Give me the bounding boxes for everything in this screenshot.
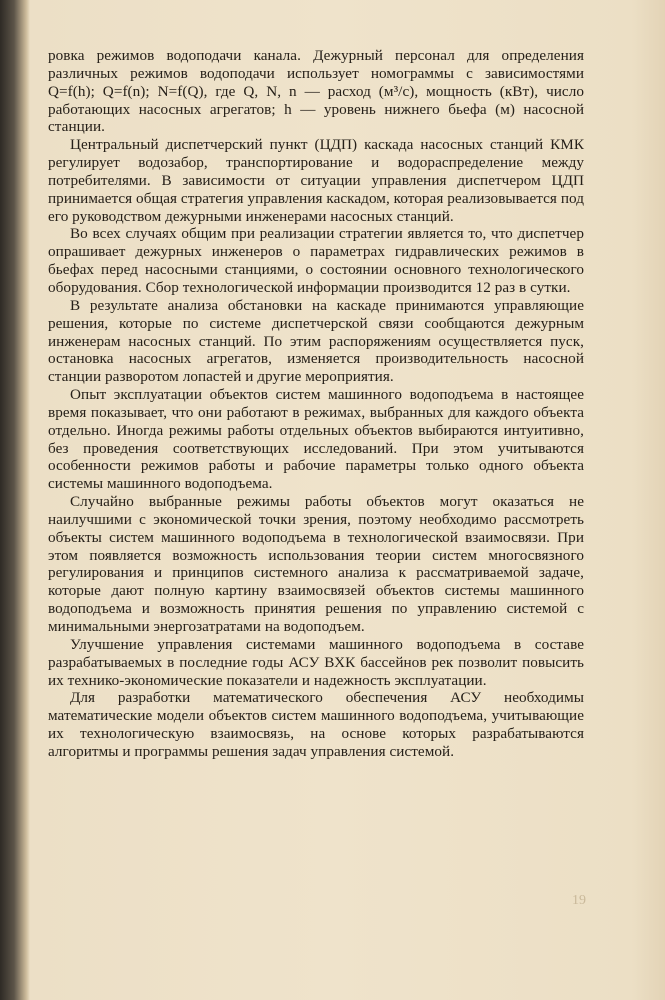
paragraph: Опыт эксплуатации объектов систем машинного водоподъема в настоящее время показывает, что они работают в режимах, выбранных для каждого объекта отдельно. Иногда режимы работы отдельных объектов выбираются интуитивно, без проведения соответствующих исследований. При этом учитываются особенности режимов работы и рабочие параметры только одного объекта системы машинного водоподъема. [48, 386, 584, 493]
paragraph: Случайно выбранные режимы работы объектов могут оказаться не наилучшими с экономической точки зрения, поэтому необходимо рассмотреть объекты систем машинного водоподъема в технологической взаимосвязи. При этом появляется возможность использования теории систем многосвязного регулирования и принципов системного анализа к рассматриваемой задаче, которые дают полную картину взаимосвязей объектов системы машинного водоподъема и возможность принятия решения по управлению системой с минимальными энергозатратами на водоподъем. [48, 493, 584, 635]
page-body-text [48, 47, 584, 761]
page-binding-shadow [0, 0, 30, 1000]
paragraph: В результате анализа обстановки на каскаде принимаются управляющие решения, которые по системе диспетчерской связи сообщаются дежурным инженерам насосных станций. По этим распоряжениям осуществляется пуск, остановка насосных агрегатов, изменяется производительность насосной станции разворотом лопастей и другие мероприятия. [48, 296, 584, 386]
paragraph: Улучшение управления системами машинного водоподъема в составе разрабатываемых в последние годы АСУ ВХК бассейнов рек позволит повысить их технико-экономические показатели и надежность эксплуатации. [48, 635, 584, 689]
paragraph-continued: ровка режимов водоподачи канала. Дежурный персонал для определения различных режимов водоподачи использует номограммы с зависимостями Q=f(h); Q=f(n); N=f(Q), где Q, N, n — расход (м³/с), мощность (кВт), число работающих насосных агрегатов; h — уровень нижнего бьефа (м) насосной станции. [48, 47, 584, 136]
paragraph: Для разработки математического обеспечения АСУ необходимы математические модели объектов систем машинного водоподъема, учитывающие их технологическую взаимосвязь, на основе которых разрабатываются алгоритмы и программы решения задач управления системой. [48, 689, 584, 760]
paragraph: Во всех случаях общим при реализации стратегии является то, что диспетчер опрашивает дежурных инженеров о параметрах гидравлических режимов в бьефах перед насосными станциями, о состоянии основного технологического оборудования. Сбор технологической информации производится 12 раз в сутки. [48, 225, 584, 296]
paragraph: Центральный диспетчерский пункт (ЦДП) каскада насосных станций КМК регулирует водозабор, транспортирование и водораспределение между потребителями. В зависимости от ситуации управления диспетчером ЦДП принимается общая стратегия управления каскадом, которая реализовывается под его руководством дежурными инженерами насосных станций. [48, 136, 584, 225]
page-number: 19 [572, 893, 586, 908]
